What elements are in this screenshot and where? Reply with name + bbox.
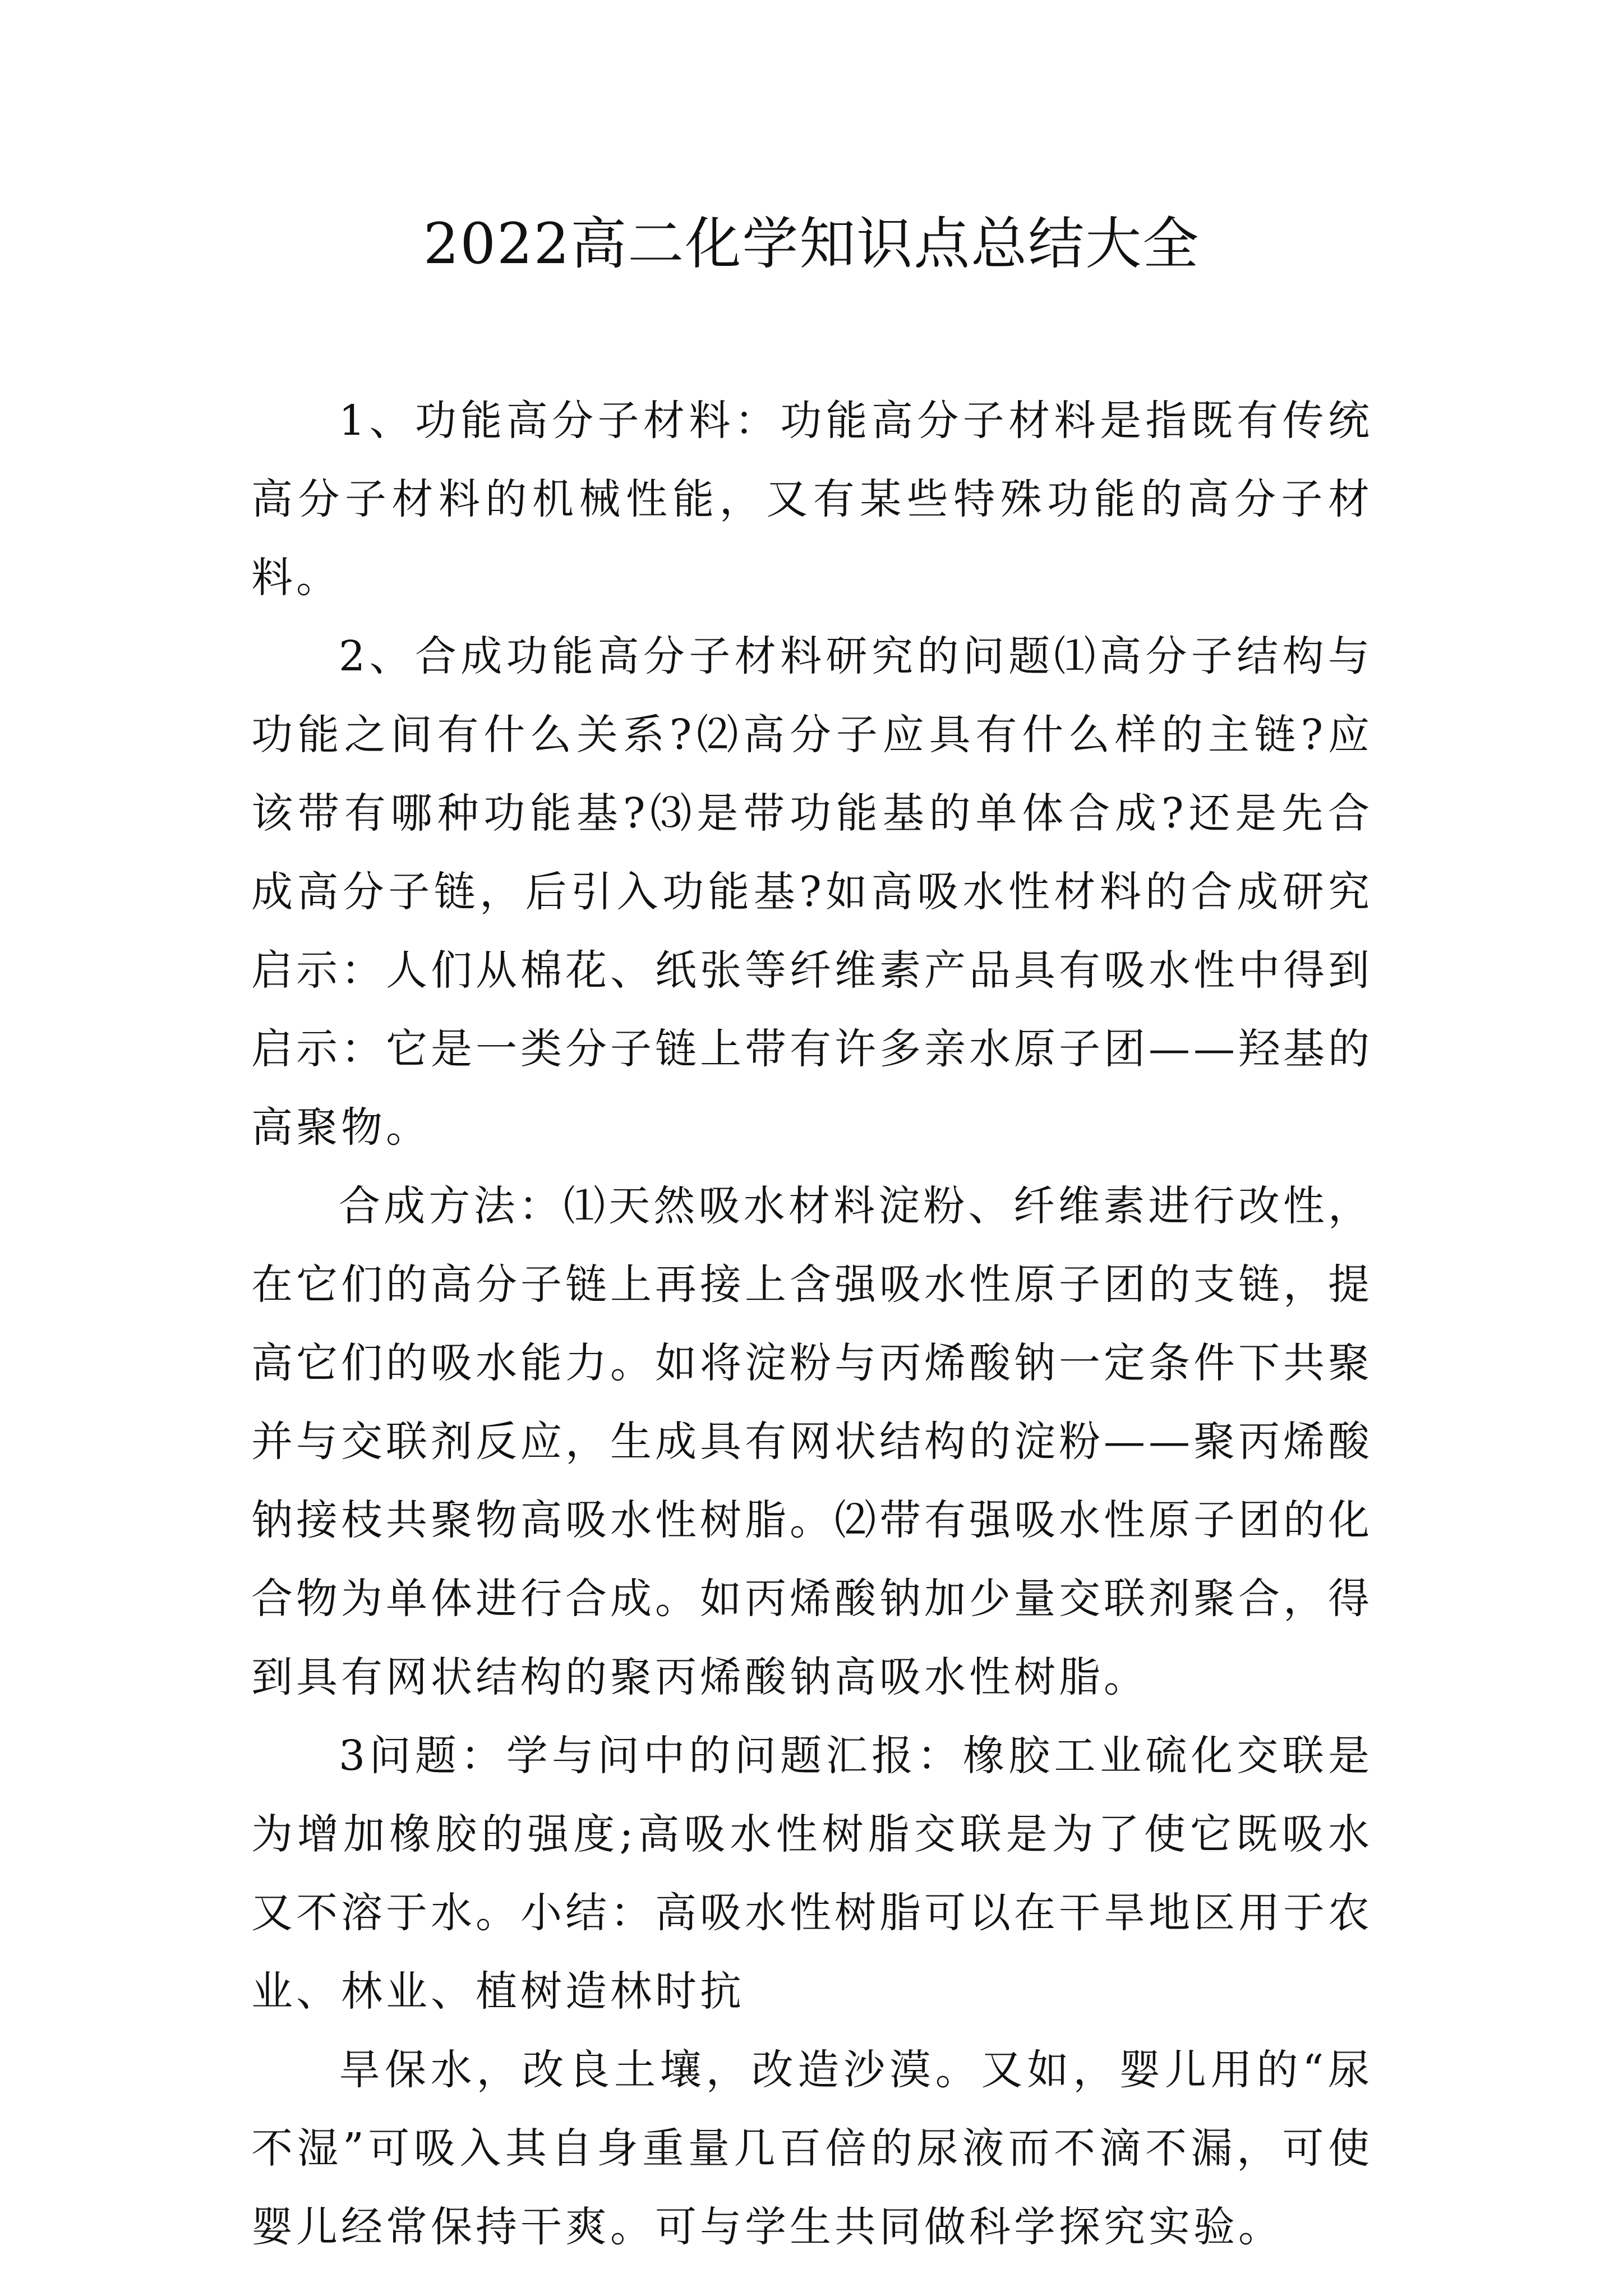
paragraph-5: 旱保水，改良土壤，改造沙漠。又如，婴儿用的“尿不湿”可吸入其自身重量几百倍的尿液而不滴不漏，可使婴儿经常保持干爽。可与学生共同做科学探究实验。 [251, 2046, 1373, 2251]
document-body [251, 381, 1373, 2266]
paragraph-3: 合成方法：⑴天然吸水材料淀粉、纤维素进行改性，在它们的高分子链上再接上含强吸水性原子团的支链，提高它们的吸水能力。如将淀粉与丙烯酸钠一定条件下共聚并与交联剂反应，生成具有网状结构的淀粉——聚丙烯酸钠接枝共聚物高吸水性树脂。⑵带有强吸水性原子团的化合物为单体进行合成。如丙烯酸钠加少量交联剂聚合，得到具有网状结构的聚丙烯酸钠高吸水性树脂。 [251, 1182, 1373, 1701]
paragraph-4: 3问题：学与问中的问题汇报：橡胶工业硫化交联是为增加橡胶的强度;高吸水性树脂交联是为了使它既吸水又不溶于水。小结：高吸水性树脂可以在干旱地区用于农业、林业、植树造林时抗 [251, 1732, 1373, 2016]
document-title: 2022高二化学知识点总结大全 [423, 211, 1200, 277]
paragraph-2: 2、合成功能高分子材料研究的问题⑴高分子结构与功能之间有什么关系?⑵高分子应具有什么样的主链?应该带有哪种功能基?⑶是带功能基的单体合成?还是先合成高分子链，后引入功能基?如高吸水性材料的合成研究启示：人们从棉花、纸张等纤维素产品具有吸水性中得到启示：它是一类分子链上带有许多亲水原子团——羟基的高聚物。 [251, 632, 1373, 1152]
paragraph-1: 1、功能高分子材料：功能高分子材料是指既有传统高分子材料的机械性能，又有某些特殊功能的高分子材料。 [251, 397, 1373, 602]
